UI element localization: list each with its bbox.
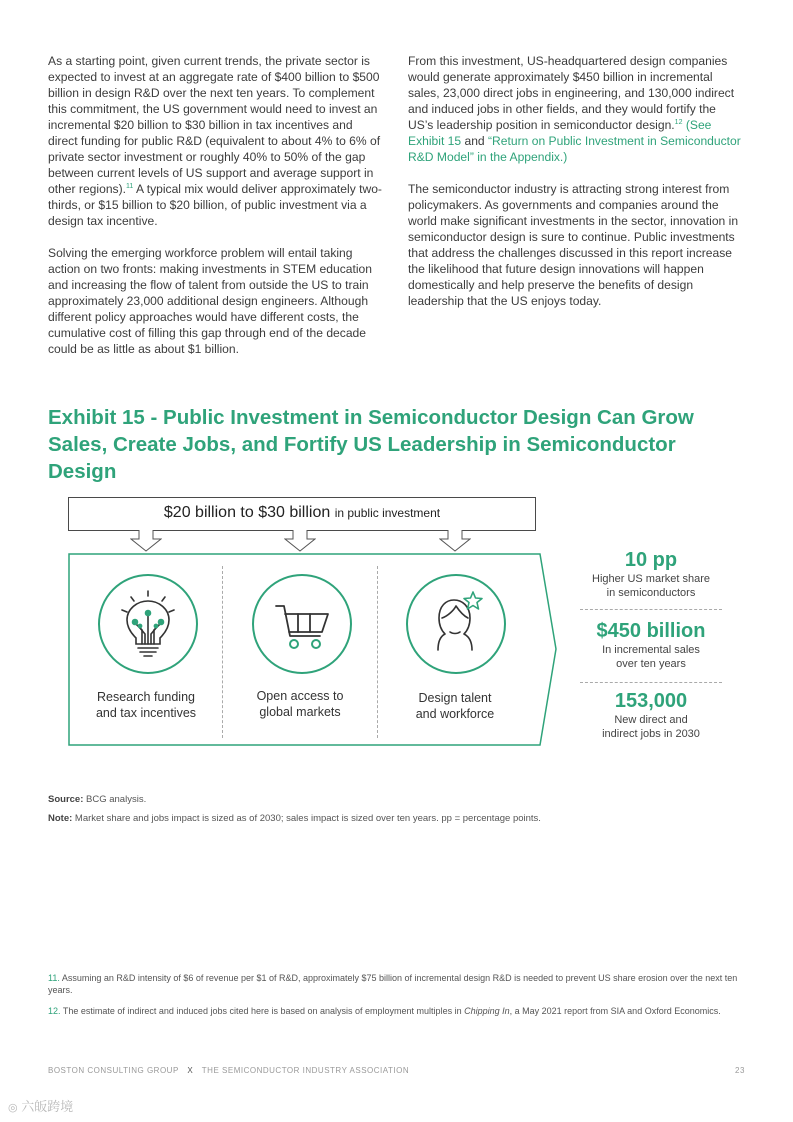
exhibit-title: Exhibit 15 - Public Investment in Semiconductor Design Can Grow Sales, Create Jobs, and Fortify US Leadership in Semiconductor Design [48,406,694,483]
investment-suffix: in public investment [334,506,441,520]
exhibit-15-link[interactable]: (See Exhibit 15 [408,118,712,148]
footnote-12: 12. The estimate of indirect and induced jobs cited here is based on analysis of employment multiples in Chipping In, a May 2021 report from SIA and Oxford Economics. [48,1006,721,1016]
pillar-markets-label: Open access to global markets [256,689,344,719]
pillar-research-label: Research funding and tax incentives [95,690,197,720]
outcome-separator [580,682,722,683]
note-line: Note: Market share and jobs impact is sized as of 2030; sales impact is sized over ten years. pp = percentage points. [48,813,541,824]
right-paragraph-1: From this investment, US-headquartered design companies would generate approximately $450 billion in incremental sales, 23,000 direct jobs in engineering, and 130,000 indirect and induced jobs in other fields, and they would fortify the US’s leadership position in semiconductor design.$^{12}$ (See Exhibit 15 and “Return on Public Investment in Semiconductor R&D Model” in the Appendix.) [408,54,741,164]
right-paragraph-2: The semiconductor industry is attracting strong interest from policymakers. As governments and companies around the world make significant investments in the sector, innovation in semiconductor design is sure to continue. Public investments that address the challenges discussed in this report increase the likelihood that future design innovations will happen domestically and help preserve the benefits of design leadership that the US enjoys today. [408,182,739,308]
outcome-separator [580,609,722,610]
footnote-11: 11. Assuming an R&D intensity of $6 of revenue per $1 of R&D, approximately $75 billion of incremental design R&D is needed to prevent US share erosion over the next ten years. [48,973,738,995]
lightbulb-circuit-icon [98,574,198,674]
outcome-jobs: 153,000 New direct and indirect jobs in 2030 [602,690,700,740]
down-arrow-icon [284,530,316,552]
left-paragraph-1: As a starting point, given current trends, the private sector is expected to invest at an aggregate rate of $400 billion to $500 billion in design R&D over the next ten years. To complement this commitment, the US government would need to invest an incremental $20 billion to $30 billion in tax incentives and direct funding for public R&D (equivalent to about 4% to 6% of private sector investment or roughly 40% to 50% of the gap between current levels of US support and average support in other regions).$^{11}$ A typical mix would deliver approximately two-thirds, or $15 billion to $20 billion, of public investment via a design tax incentive. [48,54,382,228]
down-arrow-icon [130,530,162,552]
left-column [48,53,384,373]
pillar-divider [377,566,378,738]
watermark: ◎ 六皈跨境 [8,1099,74,1114]
pillar-talent-label: Design talent and workforce [415,691,495,721]
footnote-ref-12[interactable]: 12 [674,118,683,126]
footnote-ref-11[interactable]: 11 [125,182,134,190]
source-line: Source: BCG analysis. [48,794,147,805]
page-number: 23 [735,1066,745,1075]
right-column [408,53,744,325]
pillar-divider [222,566,223,738]
footer-left: BOSTON CONSULTING GROUP X THE SEMICONDUCTOR INDUSTRY ASSOCIATION [48,1066,410,1075]
left-paragraph-2: Solving the emerging workforce problem will entail taking action on two fronts: making investments in STEM education and increasing the flow of talent from outside the US to train approximately 23,000 additional design engineers. Although different policy approaches would have different costs, the cumulative cost of filling this gap through end of the decade could be as little as about $1 billion. [48,246,372,356]
person-star-icon [406,574,506,674]
watermark-logo-icon: ◎ [8,1102,18,1114]
down-arrow-icon [439,530,471,552]
outcome-sales: $450 billion In incremental sales over ten years [596,620,706,670]
appendix-link[interactable]: “Return on Public Investment in Semiconductor R&D Model” in the Appendix.) [408,134,741,164]
shopping-cart-icon [252,574,352,674]
investment-amount: $20 billion to $30 billion [163,504,331,521]
outcome-market-share: 10 pp Higher US market share in semiconductors [592,549,710,599]
investment-box [68,497,536,531]
